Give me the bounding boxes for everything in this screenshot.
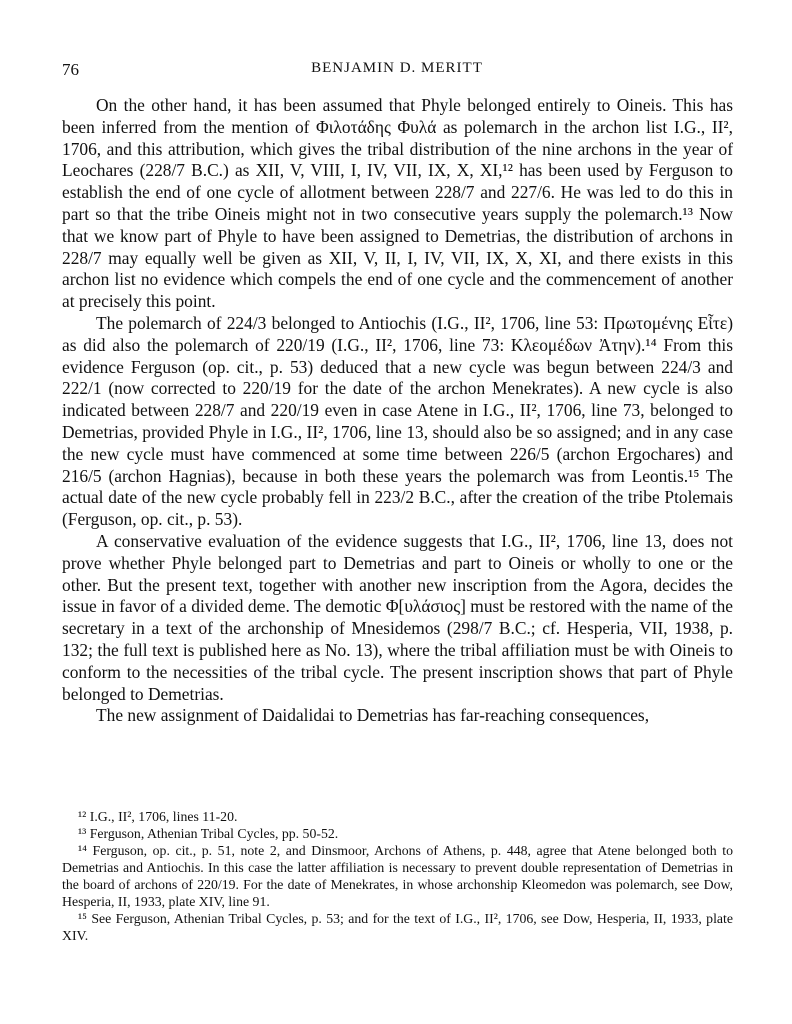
footnote-14: ¹⁴ Ferguson, op. cit., p. 51, note 2, and Dinsmoor, Archons of Athens, p. 448, agree that Atene belonged both to Demetrias and Antiochis. In this case the latter affiliation is necessary to prevent double representation of Demetrias in the board of archons of 220/19. For the date of Menekrates, in whose archonship Kleomedon was polemarch, see Dow, Hesperia, II, 1933, plate XIV, line 91. [62,843,733,909]
footnote-15: ¹⁵ See Ferguson, Athenian Tribal Cycles, p. 53; and for the text of I.G., II², 1706, see Dow, Hesperia, II, 1933, plate XIV. [62,911,733,943]
page-number: 76 [62,60,79,79]
footnotes [62,808,733,944]
paragraph: On the other hand, it has been assumed that Phyle belonged entirely to Oineis. This has been inferred from the mention of Φιλοτάδης Φυλά as polemarch in the archon list I.G., II², 1706, and this attribution, which gives the tribal distribution of the nine archons in the year of Leochares (228/7 B.C.) as XII, V, VIII, I, IV, VII, IX, X, XI,¹² has been used by Ferguson to establish the end of one cycle of allotment between 228/7 and 227/6. He was led to do this in part so that the tribe Oineis might not in two consecutive years supply the polemarch.¹³ Now that we know part of Phyle to have been assigned to Demetrias, the distribution of archons in 228/7 may equally well be given as XII, V, II, I, IV, VII, IX, X, XI, and there exists in this archon list no evidence which compels the end of one cycle and the commencement of another at precisely this point. [62,95,733,312]
footnote-12: ¹² I.G., II², 1706, lines 11-20. [78,809,238,824]
paragraph: The new assignment of Daidalidai to Demetrias has far-reaching consequences, [96,705,650,726]
paragraph: The polemarch of 224/3 belonged to Antiochis (I.G., II², 1706, line 53: Πρωτομένης Εἶτε) as did also the polemarch of 220/19 (I.G., II², 1706, line 73: Κλεομέδων Ἀτην).¹⁴ From this evidence Ferguson (op. cit., p. 53) deduced that a new cycle was begun between 224/3 and 222/1 (now corrected to 220/19 for the date of the archon Menekrates). A new cycle is also indicated between 228/7 and 220/19 even in case Atene in I.G., II², 1706, line 73, belonged to Demetrias, provided Phyle in I.G., II², 1706, line 13, should also be so assigned; and in any case the new cycle must have commenced at some time between 226/5 (archon Ergochares) and 216/5 (archon Hagnias), because in both these years the polemarch was from Leontis.¹⁵ The actual date of the new cycle probably fell in 223/2 B.C., after the creation of the tribe Ptolemais (Ferguson, op. cit., p. 53). [62,312,733,530]
running-head: BENJAMIN D. MERITT [311,60,483,76]
main-text [62,95,733,727]
paragraph: A conservative evaluation of the evidence suggests that I.G., II², 1706, line 13, does not prove whether Phyle belonged part to Demetrias and part to Oineis or wholly to one or the other. But the present text, together with another new inscription from the Agora, decides the issue in favor of a divided deme. The demotic Φ[υλάσιος] must be restored with the name of the secretary in a text of the archonship of Mnesidemos (298/7 B.C.; cf. Hesperia, VII, 1938, p. 132; the full text is published here as No. 13), where the tribal affiliation must be with Oineis to conform to the necessities of the tribal cycle. The present inscription shows that part of Phyle belonged to Demetrias. [62,530,733,704]
page-header [62,60,732,84]
footnote-13: ¹³ Ferguson, Athenian Tribal Cycles, pp. 50-52. [78,826,339,841]
